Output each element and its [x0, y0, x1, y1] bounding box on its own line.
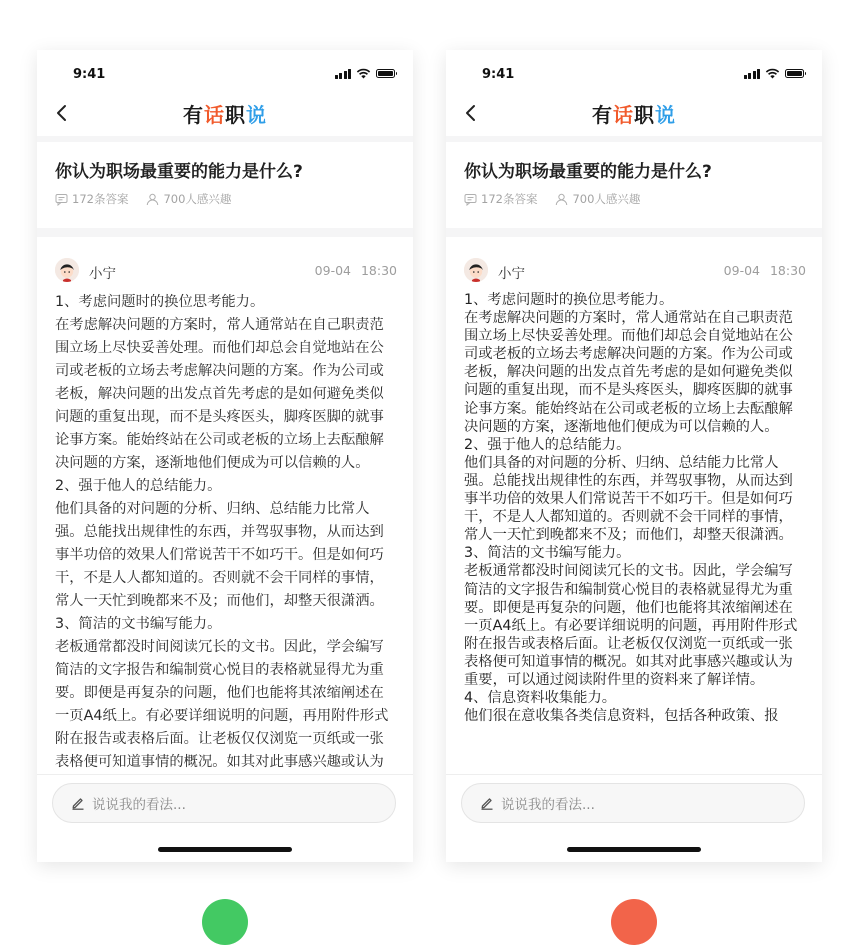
answer-paragraph: 他们很在意收集各类信息资料，包括各种政策、报 [464, 708, 779, 725]
home-indicator [567, 847, 701, 852]
followers-count: 700人感兴趣 [555, 191, 640, 207]
signal-icon [335, 69, 352, 79]
avatar[interactable] [464, 258, 488, 282]
answer-body [464, 291, 807, 774]
phone-screen-left [37, 50, 413, 862]
answer-card [446, 237, 822, 862]
answer-paragraph: 1、考虑问题时的换位思考能力。 [55, 294, 265, 310]
status-time: 9:41 [482, 67, 515, 82]
battery-icon [785, 69, 804, 78]
status-icons [744, 68, 805, 79]
answers-count: 172条答案 [464, 191, 537, 207]
answers-count: 172条答案 [55, 191, 128, 207]
answer-paragraph: 1、考虑问题时的换位思考能力。 [464, 292, 674, 308]
answer-date: 09-04 18:30 [723, 263, 806, 278]
answer-paragraph: 3、简洁的文书编写能力。 [55, 616, 222, 632]
question-card [446, 142, 822, 228]
app-title-logo: 有话职说 [183, 103, 267, 127]
nav-bar [37, 90, 413, 136]
nav-bar [446, 90, 822, 136]
status-icons [335, 68, 396, 79]
phone-screen-right [446, 50, 822, 862]
home-indicator [158, 847, 292, 852]
comment-bar [446, 774, 822, 862]
comment-placeholder: 说说我的看法... [92, 797, 186, 813]
comment-icon [464, 193, 477, 206]
question-card [37, 142, 413, 228]
answer-body [55, 291, 398, 774]
comment-input[interactable] [52, 783, 396, 823]
comment-input[interactable] [461, 783, 805, 823]
app-title-logo: 有话职说 [592, 103, 676, 127]
comment-placeholder: 说说我的看法... [501, 797, 595, 813]
question-title: 你认为职场最重要的能力是什么? [55, 162, 303, 182]
question-meta [464, 191, 658, 207]
wifi-icon [765, 68, 780, 79]
answer-paragraph: 2、强于他人的总结能力。 [55, 478, 222, 494]
question-title: 你认为职场最重要的能力是什么? [464, 162, 712, 182]
wifi-icon [356, 68, 371, 79]
status-time: 9:41 [73, 67, 106, 82]
status-bar [446, 50, 822, 90]
pencil-icon [480, 796, 494, 810]
author-name[interactable]: 小宁 [498, 266, 525, 282]
answer-paragraph: 4、信息资料收集能力。 [464, 690, 617, 707]
question-meta [55, 191, 249, 207]
people-icon [146, 193, 159, 206]
status-bar [37, 50, 413, 90]
answer-paragraph: 2、强于他人的总结能力。 [464, 436, 631, 453]
answer-paragraph: 老板通常都没时间阅读冗长的文书。因此，学会编写简洁的文字报告和编制赏心悦目的表格就显得尤为重要。即便是再复杂的问题，他们也能将其浓缩阐述在一页A4纸上。有必要详细说明的问题，再用附件形式附在报告或表格后面。让老板仅仅浏览一页纸或一张表格便可知道事情的概况。如其对此事感兴趣或认为 [55, 639, 389, 770]
answer-paragraph: 他们具备的对问题的分析、归纳、总结能力比常人强。总能找出规律性的东西，并驾驭事物，从而达到事半功倍的效果人们常说苦干不如巧干。但是如何巧干，不是人人都知道的。否则就不会干同样的事情，常人一天忙到晚都来不及；而他们，却整天很潇洒。 [464, 454, 793, 544]
battery-icon [376, 69, 395, 78]
answer-paragraph: 老板通常都没时间阅读冗长的文书。因此，学会编写简洁的文字报告和编制赏心悦目的表格就显得尤为重要。即便是再复杂的问题，他们也能将其浓缩阐述在一页A4纸上。有必要详细说明的问题，再用附件形式附在报告或表格后面。让老板仅仅浏览一页纸或一张表格便可知道事情的概况。如其对此事感兴趣或认为重要，可以通过阅读附件里的资料来了解详情。 [464, 563, 798, 688]
pencil-icon [71, 796, 85, 810]
answer-date: 09-04 18:30 [314, 263, 397, 278]
followers-count: 700人感兴趣 [146, 191, 231, 207]
answer-paragraph: 3、简洁的文书编写能力。 [464, 545, 631, 562]
signal-icon [744, 69, 761, 79]
answer-paragraph: 他们具备的对问题的分析、归纳、总结能力比常人强。总能找出规律性的东西，并驾驭事物，从而达到事半功倍的效果人们常说苦干不如巧干。但是如何巧干，不是人人都知道的。否则就不会干同样的事情，常人一天忙到晚都来不及；而他们，却整天很潇洒。 [55, 501, 384, 609]
author-name[interactable]: 小宁 [89, 266, 116, 282]
answer-card [37, 237, 413, 862]
comment-icon [55, 193, 68, 206]
green-circle-button[interactable] [202, 899, 248, 945]
answer-paragraph: 在考虑解决问题的方案时，常人通常站在自己职责范围立场上尽快妥善处理。而他们却总会自觉地站在公司或老板的立场去考虑解决问题的方案。作为公司或老板，解决问题的出发点首先考虑的是如何避免类似问题的重复出现，而不是头疼医头，脚疼医脚的就事论事方案。能始终站在公司或老板的立场上去酝酿解决问题的方案，逐渐地他们便成为可以信赖的人。 [55, 317, 384, 471]
answer-paragraph: 在考虑解决问题的方案时，常人通常站在自己职责范围立场上尽快妥善处理。而他们却总会自觉地站在公司或老板的立场去考虑解决问题的方案。作为公司或老板，解决问题的出发点首先考虑的是如何避免类似问题的重复出现，而不是头疼医头，脚疼医脚的就事论事方案。能始终站在公司或老板的立场上去酝酿解决问题的方案，逐渐地他们便成为可以信赖的人。 [464, 310, 793, 435]
red-circle-button[interactable] [611, 899, 657, 945]
comment-bar [37, 774, 413, 862]
avatar[interactable] [55, 258, 79, 282]
people-icon [555, 193, 568, 206]
